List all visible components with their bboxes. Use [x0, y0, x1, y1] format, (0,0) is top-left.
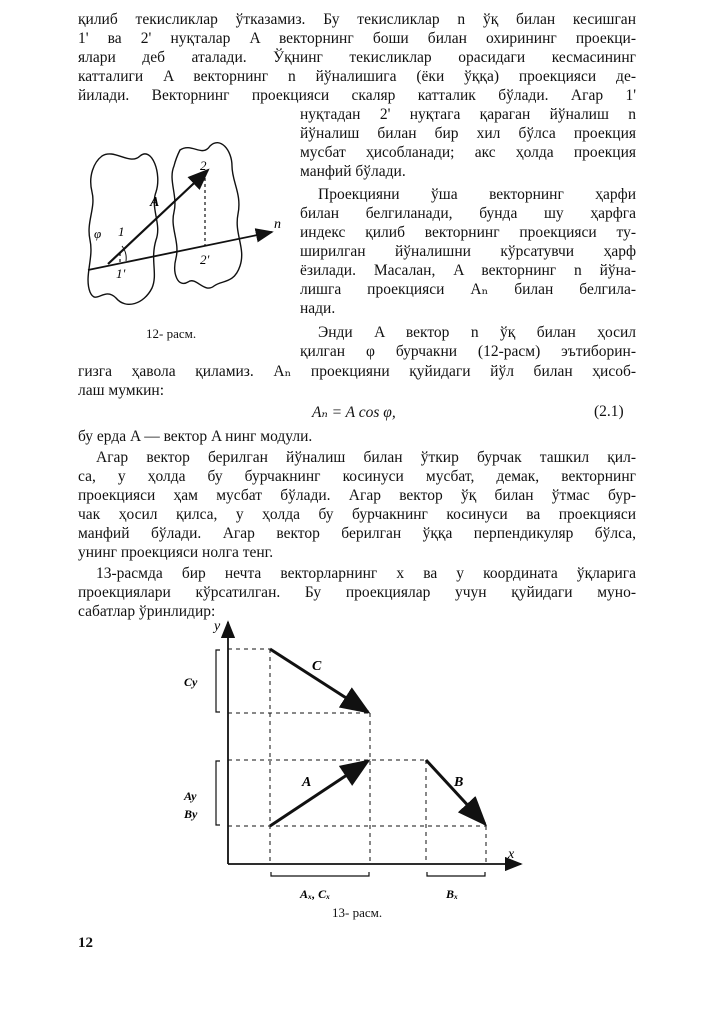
text-line: 13-расмда бир нечта векторларнинг x ва y координата ўқларига	[96, 565, 636, 582]
text-line: бу ерда A — вектор A нинг модули.	[78, 428, 313, 445]
text-line: нуқтадан 2' нуқтага қараган йўналиш n	[300, 106, 636, 123]
bracket-ax-cx	[271, 872, 369, 876]
vector-b	[426, 760, 485, 824]
text-line: лишга проекцияси Aₙ билан белгила-	[300, 281, 636, 298]
figure-12-caption: 12- расм.	[146, 326, 197, 341]
text-line: ёзилади. Масалан, A векторнинг n йўна-	[300, 262, 636, 279]
text-line: са, у ҳолда бу бурчакнинг косинуси мусбат, демак, векторнинг	[78, 468, 636, 485]
text-line: манфий бўлади.	[300, 163, 406, 180]
label-vector-a: A	[150, 195, 160, 210]
text-line: Проекцияни ўша векторнинг ҳарфи	[318, 186, 636, 203]
text-line: лаш мумкин:	[78, 382, 165, 399]
text-line: Агар вектор берилган йўналиш билан ўткир бурчак ташкил қил-	[96, 449, 636, 466]
label-angle: φ	[94, 226, 102, 241]
text-line: ялари деб аталади. Ўқнинг текисликлар орасидаги кесмасининг	[78, 49, 636, 66]
text-line: чак ҳосил қилса, у ҳолда бу бурчакнинг косинуси ва проекцияси	[78, 506, 636, 523]
figure-12	[82, 136, 292, 336]
text-line: сабатлар ўринлидир:	[78, 603, 216, 620]
text-line: йилади. Векторнинг проекцияси скаляр катталик бўлади. Агар 1'	[78, 87, 636, 104]
vector-a	[270, 761, 368, 826]
label-vector-a: A	[302, 775, 312, 790]
text-line: нади.	[300, 300, 336, 317]
x-axis-label: x	[508, 847, 515, 862]
text-line: ширилган йўналишни кўрсатувчи ҳарф	[300, 243, 636, 260]
label-point-1: 1	[118, 224, 125, 239]
figure-13	[176, 614, 536, 910]
page-number: 12	[78, 935, 93, 951]
label-vector-b: B	[454, 775, 464, 790]
label-axis-n: n	[274, 217, 281, 232]
y-axis-label: y	[214, 619, 221, 634]
text-line: проекцияси ҳам мусбат бўлади. Агар вектор ўқ билан ўтмас бур-	[78, 487, 636, 504]
text-line: қилган φ бурчакни (12-расм) эътиборин-	[300, 343, 636, 360]
text-line: манфий бўлади. Агар вектор берилган ўққа перпендикуляр бўлса,	[78, 525, 636, 542]
bracket-ay-by	[216, 761, 220, 825]
label-cy: Cy	[184, 675, 198, 689]
label-point-1-prime: 1'	[116, 266, 126, 281]
axis-n	[88, 232, 272, 270]
bracket-bx	[427, 872, 485, 876]
text-line: қилиб текисликлар ўтказамиз. Бу текисликлар n ўқ билан кесишган	[78, 11, 636, 28]
text-line: билан белгиланади, бунда шу ҳарфга	[300, 205, 636, 222]
label-ay: Ay	[184, 789, 197, 803]
formula: Aₙ = A cos φ,	[312, 404, 396, 421]
label-by: By	[184, 807, 198, 821]
text-line: проекциялари кўрсатилган. Бу проекциялар учун қуйидаги муно-	[78, 584, 636, 601]
text-line: индекс қилиб векторнинг проекцияси ту-	[300, 224, 636, 241]
label-bx: Bₓ	[446, 887, 459, 901]
text-line: йўналиш билан бир хил бўлса проекция	[300, 125, 636, 142]
text-line: 1' ва 2' нуқталар A векторнинг боши билан охирининг проекци-	[78, 30, 636, 47]
text-line: мусбат ҳисобланади; акс ҳолда проекция	[300, 144, 636, 161]
label-point-2-prime: 2'	[200, 252, 210, 267]
label-vector-c: C	[312, 659, 322, 674]
figure-13-caption: 13- расм.	[332, 905, 383, 920]
text-line: унинг проекцияси нолга тенг.	[78, 544, 274, 561]
label-ax-cx: Aₓ, Cₓ	[300, 887, 331, 901]
text-line: катталиги A векторнинг n йўналишига (ёки ўққа) проекцияси де-	[78, 68, 636, 85]
bracket-cy	[216, 650, 220, 712]
text-line: гизга ҳавола қиламиз. Aₙ проекцияни қуйидаги йўл билан ҳисоб-	[78, 363, 636, 380]
equation-number: (2.1)	[594, 403, 624, 420]
label-point-2: 2	[200, 158, 207, 173]
text-line: Энди A вектор n ўқ билан ҳосил	[318, 324, 636, 341]
